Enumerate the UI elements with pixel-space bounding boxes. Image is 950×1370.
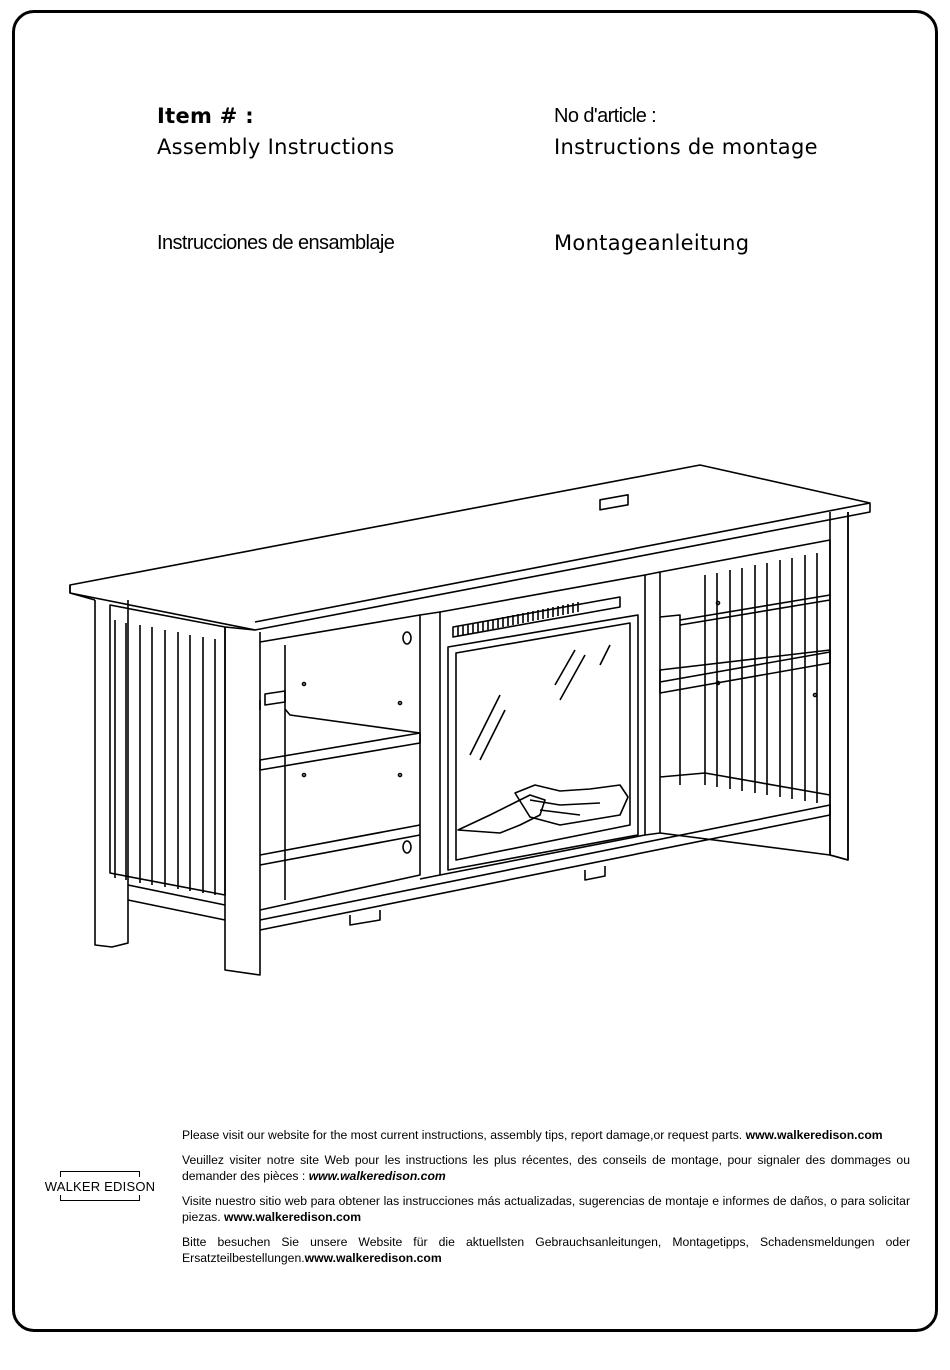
logo-bracket-bottom [60,1200,140,1201]
notice-en [182,1127,910,1143]
walker-edison-logo [40,1171,160,1205]
assembly-instructions-title: Assembly Instructions [157,135,395,159]
notice-en-text: Please visit our website for the most current instructions, assembly tips, report damage,or request parts. [182,1128,743,1142]
notice-de [182,1234,910,1266]
website-notice [182,1127,910,1275]
logo-bracket-top [60,1171,140,1172]
notice-es [182,1193,910,1225]
notice-es-url[interactable]: www.walkeredison.com [224,1210,362,1224]
notice-fr [182,1152,910,1184]
instructions-montage-title: Instructions de montage [554,135,818,159]
notice-fr-text: Veuillez visiter notre site Web pour les instructions les plus récentes, des conseils de montage, pour signaler des dommages ou demander des pièces : [182,1153,910,1183]
montageanleitung-title: Montageanleitung [554,231,750,255]
item-number-label-en: Item # : [157,104,254,128]
notice-es-text: Visite nuestro sitio web para obtener las instrucciones más actualizadas, sugerencias de montaje e informes de daños, o para solicitar piezas. [182,1194,910,1224]
tv-stand-illustration [60,455,880,990]
notice-fr-url[interactable]: www.walkeredison.com [308,1169,446,1183]
item-number-label-fr: No d'article : [554,105,657,127]
notice-de-text: Bitte besuchen Sie unsere Website für die aktuellsten Gebrauchsanleitungen, Montagetipps, Schadensmeldungen oder Ersatzteilbestellungen. [182,1235,910,1265]
notice-de-url[interactable]: www.walkeredison.com [304,1251,442,1265]
logo-text: WALKER EDISON [44,1179,156,1194]
notice-en-url[interactable]: www.walkeredison.com [745,1128,883,1142]
instrucciones-ensamblaje-title: Instrucciones de ensamblaje [157,232,395,254]
